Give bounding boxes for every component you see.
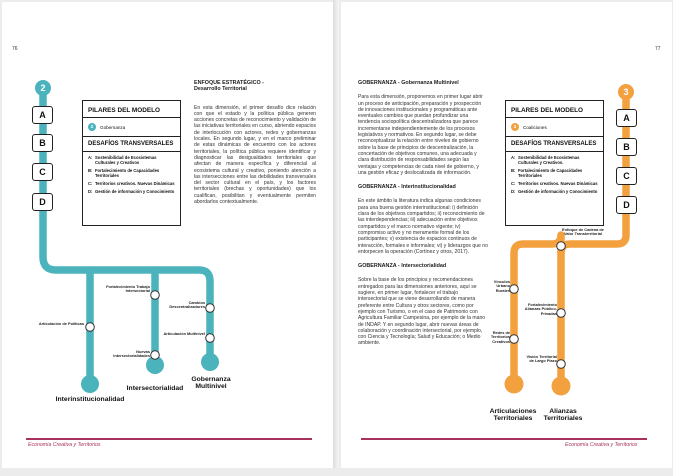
challenge-letter-b: B	[616, 138, 637, 156]
model-box-pillar-row	[506, 118, 603, 137]
label-vinculos-urbano-rurales: Vínculos Urbano Rurales	[493, 279, 510, 293]
pillar-number-badge: 3	[618, 84, 634, 100]
pillar-badge: 2	[88, 123, 96, 131]
left-page-number: 76	[12, 46, 18, 52]
right-page	[341, 2, 672, 468]
challenge-letter-c: C	[32, 163, 53, 181]
label-fortalecimiento-trabajo: Fortalecimiento Trabajo Intersectorial	[106, 284, 150, 294]
label-alianzas-publico-privadas: Fortalecimiento Alianzas Público-Privadas	[524, 302, 557, 316]
label-intersectorialidad: Intersectorialidad	[126, 385, 184, 392]
challenge-letter-c: C	[616, 167, 637, 185]
label-nuevas-intersectorialidades: Nuevas Intersectorialidades	[113, 349, 150, 359]
left-heading-1: ENFOQUE ESTRATÉGICO -	[194, 80, 264, 86]
node-cambios-descentralizadores	[206, 304, 215, 313]
right-paragraph-2: En este ámbito la literatura indica algunas condiciones para una buena gestión interinstitucional: i) definición clara de los objetivos compartidos; ii) reconocimiento de las interdependencias; iii) adecuación entre objetivos compartidos y el marco normativo vigente; iv) compromiso activo y no meramente formal de los participantes; v) existencia de espacios continuos de interacción, formales e informales; vi) y liderazgos que no entorpecen la operación (Cortínez y otros, 2017).	[358, 198, 488, 255]
challenge-letter-d: D	[616, 196, 637, 214]
footer-text-right: Economía Creativa y Territorios	[565, 442, 638, 448]
challenge-item: D: Gestión de información y Conocimiento	[88, 189, 175, 195]
challenge-item: C: Territorios creativos. Nuevas Dinámicas	[511, 181, 598, 187]
pillars-model-box-left	[82, 100, 181, 226]
right-heading-3: GOBERNANZA - Intersectorialidad	[358, 263, 447, 270]
right-paragraph-3: Sobre la base de los principios y recomendaciones entregados para las dimensiones anteriores, aquí se sugiere, en primer lugar, fortalecer el trabajo intersectorial que se viene desarrollando de manera preferente entre Cultura y otros sectores, como por ejemplo con Turismo, o en el caso de Patrimonio con Agricultura Familiar Campesina, por ejemplo de la mano de INDAP. Y en segundo lugar, abrir nuevas áreas de colaboración y coordinación intersectorial, por ejemplo, con Ciencia y Tecnología; Salud y Educación; o Medio ambiente.	[358, 277, 486, 347]
gutter-shadow	[333, 0, 339, 468]
challenge-letter-a: A	[32, 106, 53, 124]
left-page	[2, 2, 333, 468]
model-box-subtitle: DESAFÍOS TRANSVERSALES	[506, 137, 603, 152]
right-text-column	[358, 80, 488, 355]
label-cambios-descentralizadores: Cambios Descentralizadores	[169, 300, 205, 310]
node-end-gobernanza-multinivel	[201, 353, 219, 371]
pillar-number-badge: 2	[35, 80, 51, 96]
node-articulacion-politicas	[86, 323, 95, 332]
right-page-number: 77	[655, 46, 661, 52]
node-cadena-valor	[557, 242, 566, 251]
label-articulaciones-territoriales: Articulaciones Territoriales	[489, 408, 537, 423]
label-articulacion-politicas: Articulación de Políticas	[38, 321, 84, 326]
node-fortalecimiento-trabajo	[151, 291, 160, 300]
left-paragraph-1: En esta dimensión, el primer desafío dice relación con que el estado y la política pública generen acciones concretas de reconocimiento y validación de las iniciativas territoriales en curso, abriendo espacios de interlocución con actores, redes y gobernanzas locales. En segundo lugar, y en el marco preliminar de estas dinámicas de encuentro con los actores territoriales, la política pública requiere identificar y diagnosticar las desigualdades territoriales que afectan de manera específica y diferencial al ecosistema cultural y creativo, poniendo atención a las intersecciones entre las debilidades transversales del sector cultural en el país, y los factores territoriales (brechas y oportunidades) que los cualifican, posibilitan y eventualmente permiten abordarlos contextualmente.	[194, 104, 316, 206]
label-redes-territorios: Redes de Territorios Creativos	[490, 330, 510, 344]
model-box-subtitle: DESAFÍOS TRANSVERSALES	[83, 137, 180, 152]
left-heading-2: Desarrollo Territorial	[194, 86, 247, 93]
footer-rule-right	[361, 438, 647, 440]
label-gobernanza-multinivel: Gobernanza Multinivel	[191, 376, 231, 391]
challenge-item: B: Fortalecimiento de Capacidades Territoriales	[88, 168, 160, 179]
right-heading-1: GOBERNANZA - Gobernanza Multinivel	[358, 80, 459, 86]
node-alianzas-publico-privadas	[557, 309, 566, 318]
pillar-badge: 3	[511, 123, 519, 131]
model-box-title: PILARES DEL MODELO	[506, 101, 603, 118]
footer-text-left: Economía Creativa y Territorios	[28, 442, 101, 448]
challenge-letter-d: D	[32, 193, 53, 211]
challenge-letter-a: A	[616, 109, 637, 127]
challenge-item: A: Sostenibilidad de Ecosistemas Culturales y Creativos	[88, 155, 157, 166]
challenge-item: A: Sostenibilidad de Ecosistemas Culturales y Creativos.	[511, 155, 580, 166]
pillar-label: Coaliciones	[523, 124, 547, 130]
label-interinstitucionalidad: Interinstitucionalidad	[55, 396, 125, 403]
node-end-interinstitucionalidad	[81, 375, 99, 393]
footer-rule-left	[26, 438, 312, 440]
model-box-title: PILARES DEL MODELO	[83, 101, 180, 118]
pillars-model-box-right	[505, 100, 604, 226]
label-vision-territorial: Visión Territorial de Largo Plazo	[526, 354, 557, 364]
node-articulacion-multinivel	[206, 334, 215, 343]
node-end-articulaciones	[505, 375, 524, 394]
label-alianzas-territoriales: Alianzas Territoriales	[543, 408, 583, 423]
challenge-item: C: Territorios creativos. Nuevas Dinámicas	[88, 181, 175, 187]
node-end-alianzas	[552, 377, 571, 396]
node-redes-territorios	[510, 335, 519, 344]
right-paragraph-1: Para esta dimensión, proponemos en primer lugar abrir un proceso de anticipación, preparación y prospección de innovaciones institucionales y programáticas ante eventuales cambios que puedan profundizar una tendencia sociopolítica descentralizadora que parece incrementarse independientemente de los procesos legislativos y normativos. En segundo lugar, se debe reconceptualizar la relación entre niveles de gobierno sobre la base de principios de descentralización, la concertación de objetivos comunes, una adecuada y clara distribución de responsabilidades según las ventajas y competencias de cada nivel de gobierno, y una gestión eficaz y deslocalizada de información.	[358, 94, 483, 176]
label-articulacion-multinivel: Articulación Multinivel	[163, 331, 205, 336]
right-heading-2: GOBERNANZA - Interinstitucionalidad	[358, 184, 456, 191]
challenge-item: B: Fortalecimiento de Capacidades Territoriales	[511, 168, 583, 179]
pillar-label: Gobernanza	[100, 124, 126, 130]
challenge-item: D: Gestión de información y Conocimiento	[511, 189, 598, 195]
label-cadena-valor: Enfoque de Cadena de Valor Transterritorial	[562, 227, 604, 237]
node-vision-territorial	[557, 360, 566, 369]
challenge-letter-b: B	[32, 134, 53, 152]
node-nuevas-intersectorialidades	[151, 351, 160, 360]
left-text-column	[194, 80, 316, 212]
model-box-pillar-row	[83, 118, 180, 137]
node-vinculos-urbano-rurales	[510, 285, 519, 294]
